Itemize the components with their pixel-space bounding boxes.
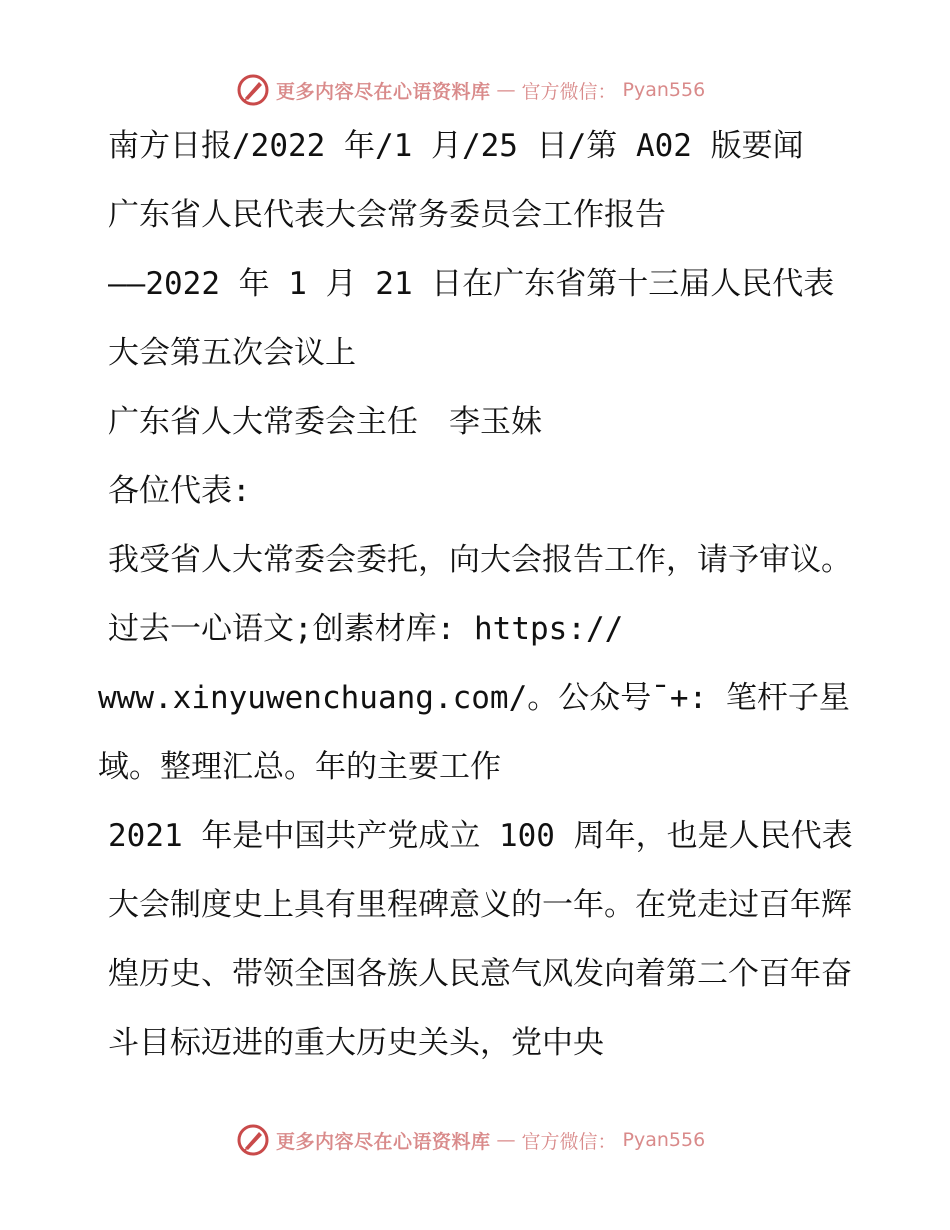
watermark-wechat-id: Pyan556 [622,1129,706,1151]
watermark-label: 官方微信： [521,1130,617,1153]
section-heading-line-1: 过去一心语文;创素材库: https:// [108,611,624,647]
watermark-dash: — [496,79,516,101]
section-heading-line-2: www.xinyuwenchuang.com/。公众号¯+: 笔杆子星 [98,680,850,716]
report-author: 广东省人大常委会主任 李玉妹 [108,404,542,440]
watermark-footer [236,1122,705,1158]
quill-pen-logo-icon [236,73,270,107]
watermark-dash: — [496,1129,516,1151]
source-line: 南方日报/2022 年/1 月/25 日/第 A02 版要闻 [108,128,804,164]
section-heading-line-3: 域。整理汇总。年的主要工作 [98,749,501,785]
watermark-label: 官方微信： [521,80,617,103]
quill-pen-logo-icon [236,1123,270,1157]
intro-paragraph: 我受省人大常委会委托，向大会报告工作，请予审议。 [108,542,852,578]
watermark-brand: 更多内容尽在心语资料库 [276,80,491,103]
report-title: 广东省人民代表大会常务委员会工作报告 [108,197,666,233]
report-subtitle: ——2022 年 1 月 21 日在广东省第十三届人民代表大会第五次会议上 [108,266,835,371]
body-paragraph-1: 2021 年是中国共产党成立 100 周年，也是人民代表大会制度史上具有里程碑意义的一年。在党走过百年辉煌历史、带领全国各族人民意气风发向着第二个百年奋斗目标迈进的重大历史关头，党中央 [108,818,853,1061]
document-body [98,112,858,1078]
salutation: 各位代表: [108,473,251,509]
watermark-wechat-id: Pyan556 [622,79,706,101]
watermark-header [236,72,705,108]
watermark-brand: 更多内容尽在心语资料库 [276,1130,491,1153]
